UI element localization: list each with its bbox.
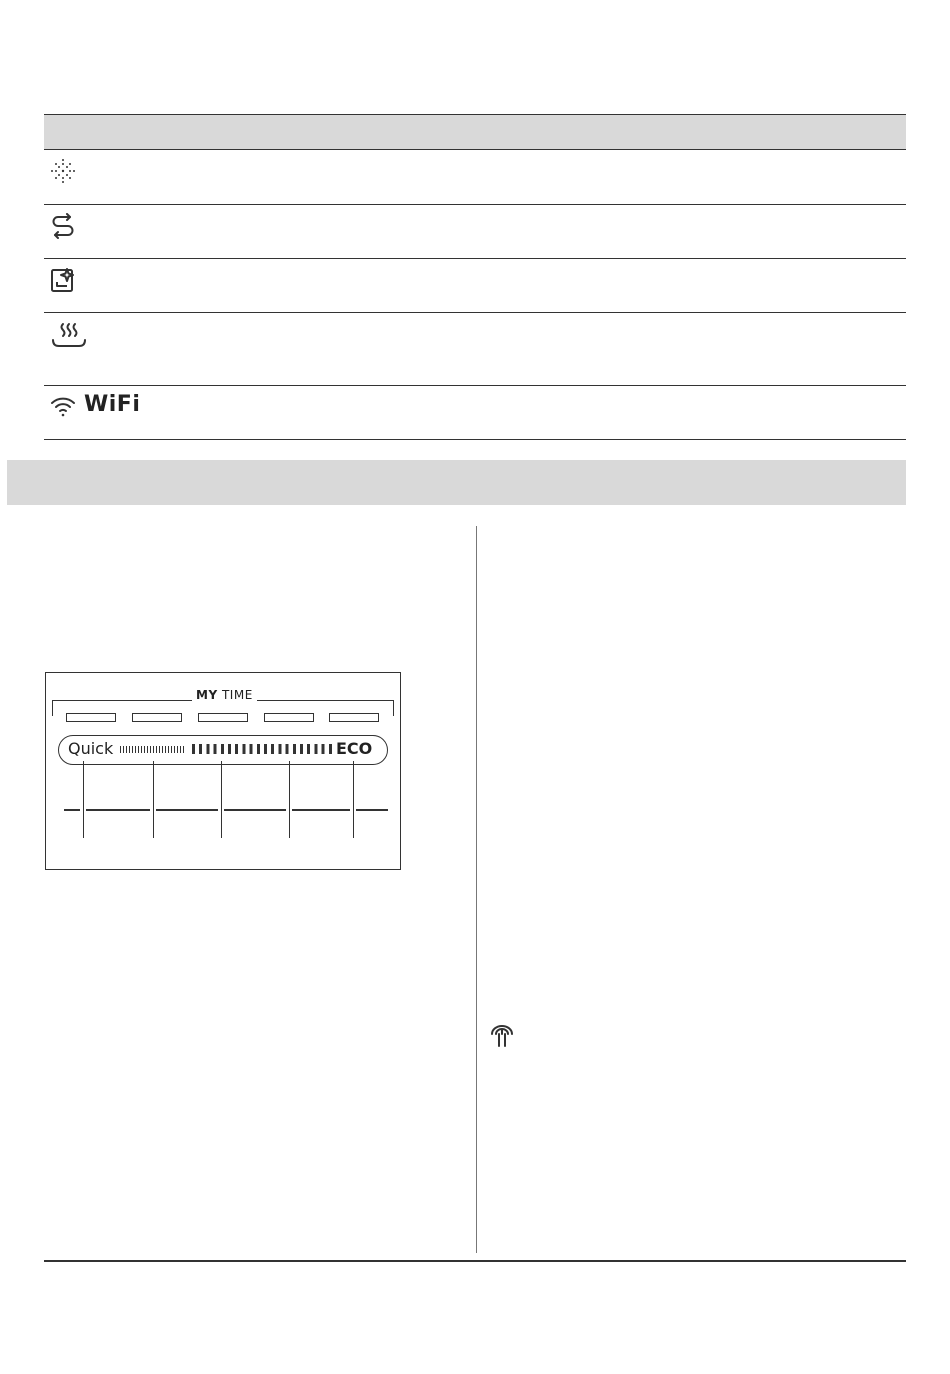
sparkle-dots-icon bbox=[50, 158, 76, 188]
callout-underline bbox=[156, 809, 218, 811]
table-row bbox=[44, 150, 906, 205]
rinse-aid-icon bbox=[490, 1024, 514, 1052]
mytime-label: MY TIME bbox=[192, 688, 257, 702]
steam-tray-icon bbox=[50, 321, 88, 355]
wifi-label: WiFi bbox=[84, 392, 141, 417]
callout-line bbox=[83, 761, 84, 838]
callout-line bbox=[353, 761, 354, 838]
slider-eco-label: ECO bbox=[336, 739, 373, 758]
callout-underline bbox=[292, 809, 350, 811]
callout-underline bbox=[356, 809, 388, 811]
callout-line bbox=[221, 761, 222, 838]
callout-line bbox=[289, 761, 290, 838]
table-row bbox=[44, 259, 906, 313]
callout-underline bbox=[224, 809, 286, 811]
slider-fine-marks bbox=[120, 746, 186, 753]
callout-underline bbox=[86, 809, 150, 811]
section-heading-bar bbox=[7, 460, 906, 505]
program-slot bbox=[264, 713, 314, 722]
callout-line bbox=[153, 761, 154, 838]
program-slot bbox=[198, 713, 248, 722]
control-panel-figure bbox=[45, 672, 401, 870]
program-slot bbox=[329, 713, 379, 722]
wifi-icon bbox=[50, 396, 76, 422]
s-arrows-icon bbox=[50, 213, 76, 243]
program-slot bbox=[132, 713, 182, 722]
program-slot bbox=[66, 713, 116, 722]
slider-quick-label: Quick bbox=[68, 739, 114, 758]
page-footer-rule bbox=[44, 1260, 906, 1262]
table-row bbox=[44, 386, 906, 440]
callout-underline bbox=[64, 809, 80, 811]
symbols-table-header bbox=[44, 114, 906, 150]
column-divider bbox=[476, 526, 477, 1253]
table-row bbox=[44, 313, 906, 386]
table-row bbox=[44, 205, 906, 259]
door-star-icon bbox=[50, 267, 76, 297]
slider-bold-marks bbox=[192, 744, 332, 754]
